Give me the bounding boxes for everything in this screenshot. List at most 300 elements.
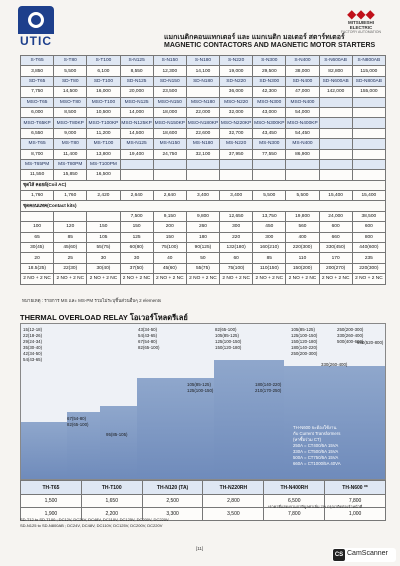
page-title-thai: แมกเนติกคอนแทกเตอร์ และ แมกเนติก มอเตอร์ สตาร์ทเตอร์ <box>164 34 345 41</box>
table-cell: 2 NO + 2 NC <box>87 274 120 284</box>
table-cell: 14,500 <box>120 128 153 138</box>
mitsubishi-diamonds-icon: ◆◆◆ <box>347 7 375 21</box>
table-cell <box>21 211 54 221</box>
table-cell: 3,400 <box>186 191 219 201</box>
table-cell <box>319 149 352 159</box>
table-cell: MS-N220 <box>220 139 253 149</box>
table-cell <box>87 211 120 221</box>
table-cell: 150 <box>87 222 120 232</box>
relay-range-diagram <box>20 323 386 480</box>
table-cell <box>120 170 153 180</box>
table-cell: 54,000 <box>286 107 319 117</box>
relay-model-row <box>21 481 386 495</box>
table-cell: SD-N600AB <box>319 76 352 86</box>
table-cell: 7,800 <box>264 508 325 521</box>
table-cell: 180 <box>186 232 219 242</box>
relay-range-list <box>67 416 88 428</box>
relay-bar <box>214 360 284 479</box>
table-cell: 110(150) <box>253 263 286 273</box>
table-cell: 15,400 <box>319 191 352 201</box>
table-cell: 40 <box>153 253 186 263</box>
table-cell: SD-N220 <box>220 76 253 86</box>
table-cell: 2 NO + 2 NC <box>319 274 352 284</box>
table-cell: 22(30) <box>54 263 87 273</box>
table-cell: 220(300) <box>352 263 385 273</box>
table-cell: 9,150 <box>153 211 186 221</box>
ct-note-line: 660A = CT1000/5A 40VA <box>293 461 341 466</box>
table-cell: TH-N400RH <box>264 481 325 495</box>
table-cell: 200(270) <box>319 263 352 273</box>
table-cell: 8,700 <box>21 149 54 159</box>
model-row <box>21 118 386 128</box>
table-cell: S-T80 <box>54 56 87 66</box>
table-cell: 82,800 <box>319 66 352 76</box>
note-line: SD-N125 to SD-N800AB ; DC24V, DC48V, DC110V, DC125V, DC200V, DC220V <box>20 523 163 528</box>
relay-range-list <box>187 382 213 394</box>
table-cell: 170 <box>319 253 352 263</box>
relay-range-list <box>357 340 383 346</box>
table-cell: 16,000 <box>87 87 120 97</box>
table-cell: 160(210) <box>253 243 286 253</box>
table-cell <box>319 170 352 180</box>
table-cell: 32,100 <box>186 149 219 159</box>
table-cell <box>253 159 286 169</box>
table-cell: S-N220 <box>220 56 253 66</box>
relay-range: 330(260-400) <box>321 362 348 367</box>
table-cell <box>153 159 186 169</box>
table-cell: 16,500 <box>87 170 120 180</box>
relay-range: 105(85-125) <box>215 333 239 338</box>
table-cell: SD-T65 <box>21 76 54 86</box>
table-cell: 10,500 <box>87 107 120 117</box>
relay-range: 330(260-400) <box>337 333 364 338</box>
table-cell: 7,750 <box>21 87 54 97</box>
table-cell: 22,600 <box>186 128 219 138</box>
table-cell: 60(80) <box>120 243 153 253</box>
table-cell <box>352 97 385 107</box>
table-cell <box>186 170 219 180</box>
table-cell: 13,750 <box>253 211 286 221</box>
table-cell: 142,000 <box>319 87 352 97</box>
price-row <box>21 243 386 253</box>
price-row <box>21 191 386 201</box>
model-row <box>21 76 386 86</box>
table-cell: 5,500 <box>253 191 286 201</box>
price-row <box>21 253 386 263</box>
ct-note-line: กับ Current Transformers <box>293 431 341 436</box>
table-cell: MSO-N220KP <box>220 118 253 128</box>
table-cell: 2,640 <box>120 191 153 201</box>
table-cell: MSO-N150 <box>153 97 186 107</box>
relay-range: 125(100-150) <box>187 388 214 393</box>
table-cell: TH-N220RH <box>203 481 264 495</box>
relay-range: 35(30-40) <box>23 345 43 350</box>
table-cell: MSO-N300 <box>253 97 286 107</box>
table-cell: 55(75) <box>87 243 120 253</box>
section-label-row <box>21 180 386 190</box>
table-cell: 1,000 <box>325 508 386 521</box>
table-cell: 32,000 <box>220 107 253 117</box>
table-cell: 2 NO + 2 NC <box>153 274 186 284</box>
table-cell: SD-T100 <box>87 76 120 86</box>
relay-bar <box>100 406 137 479</box>
table-cell: MSO-N400KP <box>286 118 319 128</box>
table-cell: 18,000 <box>153 107 186 117</box>
table-cell: 220 <box>220 232 253 242</box>
ct-note-line: 250A = CT400/5A 15VA <box>293 443 339 448</box>
mitsubishi-logo <box>338 8 384 36</box>
relay-range-list <box>255 382 281 394</box>
ct-note-line: (หาซื้อร่วม CT) <box>293 437 322 442</box>
table-cell: 19,800 <box>286 211 319 221</box>
table-cell: 120 <box>54 222 87 232</box>
table-cell: 6,100 <box>87 66 120 76</box>
table-cell: 37(50) <box>120 263 153 273</box>
ct-note-line: TH-N600 จะต้องใช้งาน <box>293 425 337 430</box>
table-cell: 38,000 <box>286 66 319 76</box>
price-row <box>21 274 386 284</box>
relay-range: 95(85-105) <box>106 432 128 437</box>
table-cell: 330(450) <box>319 243 352 253</box>
table-cell: 660 <box>319 232 352 242</box>
table-cell: 54,450 <box>286 128 319 138</box>
table-cell: 6,500 <box>264 495 325 508</box>
table-cell <box>352 128 385 138</box>
table-cell: 47,000 <box>286 87 319 97</box>
relay-range-list <box>291 327 317 357</box>
table-cell: 3,300 <box>142 508 203 521</box>
brand-name: MITSUBISHI ELECTRIC <box>347 20 374 30</box>
camscanner-label: CamScanner <box>347 550 388 557</box>
table-cell: 20 <box>21 253 54 263</box>
model-row <box>21 97 386 107</box>
table-cell: 132(180) <box>220 243 253 253</box>
table-cell: MSO-N220 <box>220 97 253 107</box>
table-cell: SD-N300 <box>253 76 286 86</box>
relay-range-list <box>321 362 347 368</box>
table-remark: หมายเหตุ : รายการ MS และ MS-PM รวมไม่ระบุชิ้นส่วนอื่นๆ 2 elements <box>22 298 162 303</box>
table-cell: MS-N125 <box>120 139 153 149</box>
table-cell: 18.5(25) <box>21 263 54 273</box>
table-cell: MSO-N125KP <box>120 118 153 128</box>
table-cell: MS-T65 <box>21 139 54 149</box>
price-row <box>21 107 386 117</box>
table-cell: 38,500 <box>352 211 385 221</box>
relay-range: 180(140-220) <box>291 345 318 350</box>
table-cell: 19,000 <box>220 66 253 76</box>
table-cell: MS-T100 <box>87 139 120 149</box>
table-cell <box>352 139 385 149</box>
table-cell: 2,640 <box>153 191 186 201</box>
table-cell: 2 NO + 2 NC <box>253 274 286 284</box>
table-cell: TH-N600 ** <box>325 481 386 495</box>
table-cell: TH-T100 <box>81 481 142 495</box>
table-cell: 5,500 <box>54 66 87 76</box>
table-cell: MS-T80PM <box>54 159 87 169</box>
relay-range: 54(43-65) <box>23 357 43 362</box>
table-cell: 15,850 <box>54 170 87 180</box>
relay-range: 82(65-100) <box>138 345 160 350</box>
table-cell: 1,500 <box>21 495 82 508</box>
table-cell: 13,800 <box>87 149 120 159</box>
table-cell: S-N800AB <box>352 56 385 66</box>
table-cell: 22,000 <box>186 107 219 117</box>
brand-subtitle: FACTORY AUTOMATION <box>340 30 382 34</box>
table-cell: 86,900 <box>286 149 319 159</box>
table-cell: ชุดไส้ คอยล์(Coil AC) <box>21 180 386 190</box>
table-cell: 3,500 <box>203 508 264 521</box>
table-cell: SD-N400 <box>286 76 319 86</box>
table-cell: 30(45) <box>21 243 54 253</box>
table-cell: 2 NO + 2 NC <box>220 274 253 284</box>
table-cell <box>319 139 352 149</box>
ct-note <box>293 425 341 467</box>
table-cell: MS-N400 <box>286 139 319 149</box>
table-cell: 115,000 <box>352 66 385 76</box>
table-cell: MSO-N125 <box>120 97 153 107</box>
table-cell: 30(40) <box>87 263 120 273</box>
table-cell: MSO-N180KP <box>186 118 219 128</box>
relay-bar <box>21 422 67 479</box>
relay-range-list <box>23 327 42 363</box>
table-cell: 50 <box>186 253 219 263</box>
table-cell: 43,000 <box>253 107 286 117</box>
table-cell: MS-T65PM <box>21 159 54 169</box>
table-cell: MSO-N400 <box>286 97 319 107</box>
table-cell <box>253 170 286 180</box>
table-cell <box>319 128 352 138</box>
table-cell <box>319 107 352 117</box>
relay-range: 180(140-220) <box>255 382 282 387</box>
price-note: *ราคาที่แสดงรวมภาษีมูลค่าเพิ่ม 7% กรุณาติดต่อเจ้าหน้าที่ <box>268 505 363 509</box>
table-cell: 2 NO + 2 NC <box>352 274 385 284</box>
table-cell: 300 <box>220 222 253 232</box>
table-cell: S-T100 <box>87 56 120 66</box>
table-cell: 19,400 <box>120 149 153 159</box>
table-cell: 1,650 <box>81 495 142 508</box>
table-cell: 24,750 <box>153 149 186 159</box>
table-cell: 9,800 <box>186 211 219 221</box>
table-cell: MSO-N300KP <box>253 118 286 128</box>
note-line: SD-T12 to SD-T100 ; DC12V, DC24V, DC48V, DC110V, DC125V, DC200V, DC220V <box>20 517 169 522</box>
relay-range: 250(200-300) <box>291 351 318 356</box>
table-cell: 75(100) <box>220 263 253 273</box>
table-cell: 7,800 <box>325 495 386 508</box>
table-cell: 45(60) <box>54 243 87 253</box>
table-cell: S-N150 <box>153 56 186 66</box>
table-cell: 42,300 <box>253 87 286 97</box>
table-cell <box>286 170 319 180</box>
table-cell: 29,500 <box>253 66 286 76</box>
page-header <box>14 6 390 52</box>
table-cell: 220(300) <box>286 243 319 253</box>
relay-range: 15(12-18) <box>23 327 43 332</box>
price-row <box>21 128 386 138</box>
model-row <box>21 56 386 66</box>
table-cell <box>352 107 385 117</box>
table-cell: MS-T100PM <box>87 159 120 169</box>
page-number: [11] <box>196 546 204 551</box>
table-cell: TH-T65 <box>21 481 82 495</box>
table-cell: 45(60) <box>153 263 186 273</box>
relay-range-list <box>215 327 241 351</box>
table-cell: 440(600) <box>352 243 385 253</box>
relay-range: 67(54-80) <box>138 339 158 344</box>
table-cell <box>153 170 186 180</box>
price-row <box>21 149 386 159</box>
table-cell: 6,550 <box>21 128 54 138</box>
relay-range: 125(100-150) <box>215 339 242 344</box>
table-cell: S-N300 <box>253 56 286 66</box>
relay-range: 105(85-125) <box>187 382 211 387</box>
table-cell: MSO-T65KP <box>21 118 54 128</box>
relay-range: 125(100-150) <box>291 333 318 338</box>
table-cell: 11,400 <box>54 149 87 159</box>
relay-range-list <box>138 327 159 351</box>
table-cell: 75(100) <box>153 243 186 253</box>
table-cell: 2,800 <box>203 495 264 508</box>
table-cell: MSO-T65 <box>21 97 54 107</box>
table-cell: 235 <box>352 253 385 263</box>
table-cell: 100 <box>21 222 54 232</box>
table-cell: 260 <box>186 222 219 232</box>
table-cell: 2,200 <box>81 508 142 521</box>
table-cell: MSO-T80 <box>54 97 87 107</box>
table-cell: 150 <box>120 222 153 232</box>
utic-logo-mark <box>18 6 54 34</box>
utic-logo-text: UTIC <box>20 34 52 48</box>
relay-range: 67(54-80) <box>67 416 87 421</box>
table-cell: 600 <box>319 222 352 232</box>
relay-range: 42(34-50) <box>23 351 43 356</box>
table-cell: 7,500 <box>120 211 153 221</box>
table-cell: 23,500 <box>153 87 186 97</box>
table-cell: 3,850 <box>21 66 54 76</box>
table-cell: 90(125) <box>186 243 219 253</box>
table-cell: 14,500 <box>54 87 87 97</box>
table-cell <box>319 118 352 128</box>
price-row <box>21 222 386 232</box>
table-cell: 15,400 <box>352 191 385 201</box>
table-cell: SD-N180 <box>186 76 219 86</box>
table-cell <box>220 170 253 180</box>
table-cell: 12,300 <box>153 66 186 76</box>
table-cell: ชุดคอนแทค(Contact kits) <box>21 201 386 211</box>
ct-note-line: 500A = CT750/5A 15VA <box>293 455 339 460</box>
table-cell: 110 <box>286 253 319 263</box>
table-cell: 25 <box>54 253 87 263</box>
table-cell: 2 NO + 2 NC <box>120 274 153 284</box>
relay-range: 82(65-100) <box>67 422 89 427</box>
table-cell <box>120 159 153 169</box>
table-cell: MSO-N150KP <box>153 118 186 128</box>
table-cell <box>186 87 219 97</box>
table-cell: S-N400 <box>286 56 319 66</box>
price-row <box>21 170 386 180</box>
table-cell: 11,200 <box>87 128 120 138</box>
table-cell <box>220 159 253 169</box>
relay-section-title: THERMAL OVERLOAD RELAY โอเวอร์โหลดรีเลย์ <box>20 313 188 322</box>
table-cell: 450 <box>253 222 286 232</box>
model-row <box>21 159 386 169</box>
table-cell: SD-N150 <box>153 76 186 86</box>
utic-logo <box>14 6 58 50</box>
camscanner-watermark <box>332 548 396 562</box>
table-cell: 150(200) <box>286 263 319 273</box>
table-cell: 11,550 <box>21 170 54 180</box>
relay-range-list <box>106 432 127 438</box>
contactor-price-table <box>20 55 386 285</box>
table-cell: 6,000 <box>21 107 54 117</box>
camscanner-icon: CS <box>333 549 345 561</box>
table-cell: 2,500 <box>142 495 203 508</box>
page-title-english: MAGNETIC CONTACTORS AND MAGNETIC MOTOR STARTERS <box>164 42 376 49</box>
table-cell: 85 <box>54 232 87 242</box>
table-cell: 560 <box>286 222 319 232</box>
relay-range: 105(85-125) <box>291 327 315 332</box>
table-cell: 85 <box>253 253 286 263</box>
table-cell: 600 <box>352 222 385 232</box>
table-cell <box>319 97 352 107</box>
table-cell: 60 <box>220 253 253 263</box>
table-cell: 55(75) <box>186 263 219 273</box>
table-cell: S-N125 <box>120 56 153 66</box>
table-cell: SD-T80 <box>54 76 87 86</box>
table-cell: 14,100 <box>186 66 219 76</box>
table-cell: 14,000 <box>120 107 153 117</box>
table-cell: SD-N800AB <box>352 76 385 86</box>
table-cell: 155,000 <box>352 87 385 97</box>
table-cell: 400 <box>286 232 319 242</box>
ct-note-line: 330A = CT500/5A 15VA <box>293 449 339 454</box>
table-cell: 2,420 <box>87 191 120 201</box>
relay-range: 150(120-180) <box>291 339 318 344</box>
relay-range: 660(520-800) <box>357 340 384 345</box>
table-cell: MS-N300 <box>253 139 286 149</box>
table-cell: MSO-T100KP <box>87 118 120 128</box>
table-cell: 8,500 <box>54 107 87 117</box>
table-cell: 2 NO + 2 NC <box>21 274 54 284</box>
table-cell: 18,600 <box>153 128 186 138</box>
relay-range: 150(120-180) <box>215 345 242 350</box>
table-cell: 30 <box>87 253 120 263</box>
table-cell: 12,650 <box>220 211 253 221</box>
table-cell: 2 NO + 2 NC <box>286 274 319 284</box>
table-cell: 1,760 <box>54 191 87 201</box>
table-cell <box>352 170 385 180</box>
price-row <box>21 263 386 273</box>
table-cell: TH-N120 (TA) <box>142 481 203 495</box>
table-cell: MS-T80 <box>54 139 87 149</box>
price-row <box>21 87 386 97</box>
table-cell: 2 NO + 2 NC <box>186 274 219 284</box>
table-cell <box>352 149 385 159</box>
table-cell: MSO-T80KP <box>54 118 87 128</box>
relay-range: 500(400-600) <box>337 339 364 344</box>
table-cell: S-N180 <box>186 56 219 66</box>
table-cell: MSO-N180 <box>186 97 219 107</box>
table-cell: 37,950 <box>220 149 253 159</box>
table-cell: 2 NO + 2 NC <box>54 274 87 284</box>
table-cell: 200 <box>153 222 186 232</box>
price-row <box>21 211 386 221</box>
relay-range: 29(24-34) <box>23 339 43 344</box>
table-cell: 9,000 <box>54 128 87 138</box>
table-cell: MSO-T100 <box>87 97 120 107</box>
table-cell: 30 <box>120 253 153 263</box>
table-cell: 65 <box>21 232 54 242</box>
table-cell: 24,000 <box>319 211 352 221</box>
